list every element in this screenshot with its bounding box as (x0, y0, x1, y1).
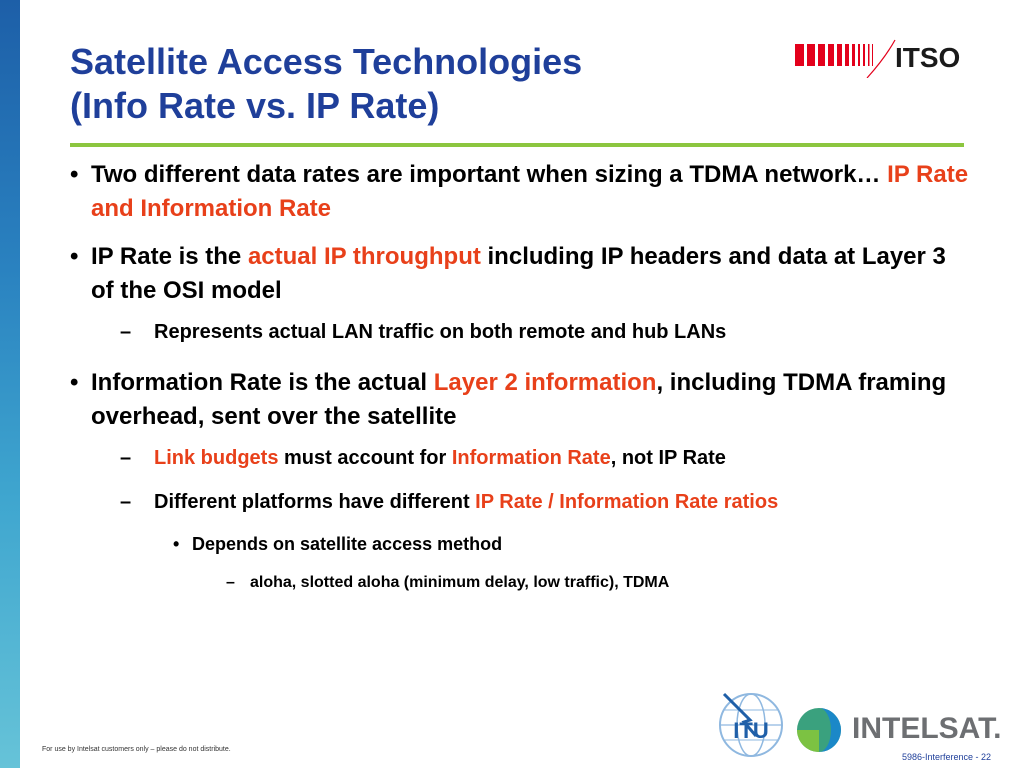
footer-page-ref: 5986-Interference - 22 (902, 752, 992, 762)
itu-logo-text: ITU (733, 718, 769, 743)
bullet-marker: • (70, 243, 79, 270)
bullet-marker: • (70, 369, 79, 396)
bullet-item-level-2 (70, 318, 970, 346)
highlighted-text: actual IP throughput (247, 243, 481, 270)
bullet-text: Two different data rates are important when sizing a TDMA network… (91, 161, 888, 188)
title-line-1: Satellite Access Technologies (70, 41, 583, 82)
bullet-text: Represents actual LAN traffic on both remote and hub LANs (154, 321, 727, 343)
slide-title (70, 40, 582, 128)
bullet-list (70, 158, 970, 604)
bullet-text: , not IP Rate (610, 447, 726, 469)
bullet-marker: – (120, 447, 132, 469)
itso-logo (795, 38, 975, 78)
bullet-marker: • (70, 161, 79, 188)
bullet-text: Different platforms have different (154, 491, 476, 513)
bullet-item-level-1 (70, 366, 970, 434)
intelsat-globe-icon (795, 706, 843, 754)
highlighted-text: Layer 2 information (433, 369, 657, 396)
title-line-2: (Info Rate vs. IP Rate) (70, 85, 440, 126)
bullet-text: including IP headers and data at Layer 3 of the OSI model (91, 243, 946, 304)
intelsat-wordmark: INTELSAT. (852, 712, 1002, 745)
itu-logo (716, 690, 786, 760)
bullet-text: aloha, slotted aloha (minimum delay, low traffic), TDMA (250, 574, 670, 591)
bullet-text: , including TDMA framing overhead, sent over the satellite (91, 369, 947, 430)
bullet-item-level-1 (70, 240, 970, 308)
left-accent-bar (0, 0, 20, 768)
highlighted-text: IP Rate and Information Rate (91, 161, 969, 222)
footer-disclaimer: For use by Intelsat customers only – please do not distribute. (42, 746, 231, 753)
bullet-item-level-4 (70, 572, 970, 594)
bullet-text: Information Rate is the actual (91, 369, 434, 396)
highlighted-text: IP Rate / Information Rate ratios (475, 491, 779, 513)
bullet-text: IP Rate is the (91, 243, 248, 270)
bullet-text: must account for (278, 447, 452, 469)
bullet-text: Depends on satellite access method (192, 534, 503, 554)
bullet-item-level-3 (70, 532, 970, 556)
highlighted-text: Link budgets (154, 447, 279, 469)
bullet-item-level-2 (70, 488, 970, 516)
bullet-marker: • (173, 534, 180, 554)
bullet-marker: – (120, 491, 132, 513)
itso-logo-text: ITSO (895, 42, 961, 73)
highlighted-text: Information Rate (451, 447, 611, 469)
bullet-marker: – (120, 321, 132, 343)
bullet-marker: – (226, 574, 235, 591)
bullet-item-level-2 (70, 444, 970, 472)
bullet-item-level-1 (70, 158, 970, 226)
title-divider (70, 143, 964, 147)
